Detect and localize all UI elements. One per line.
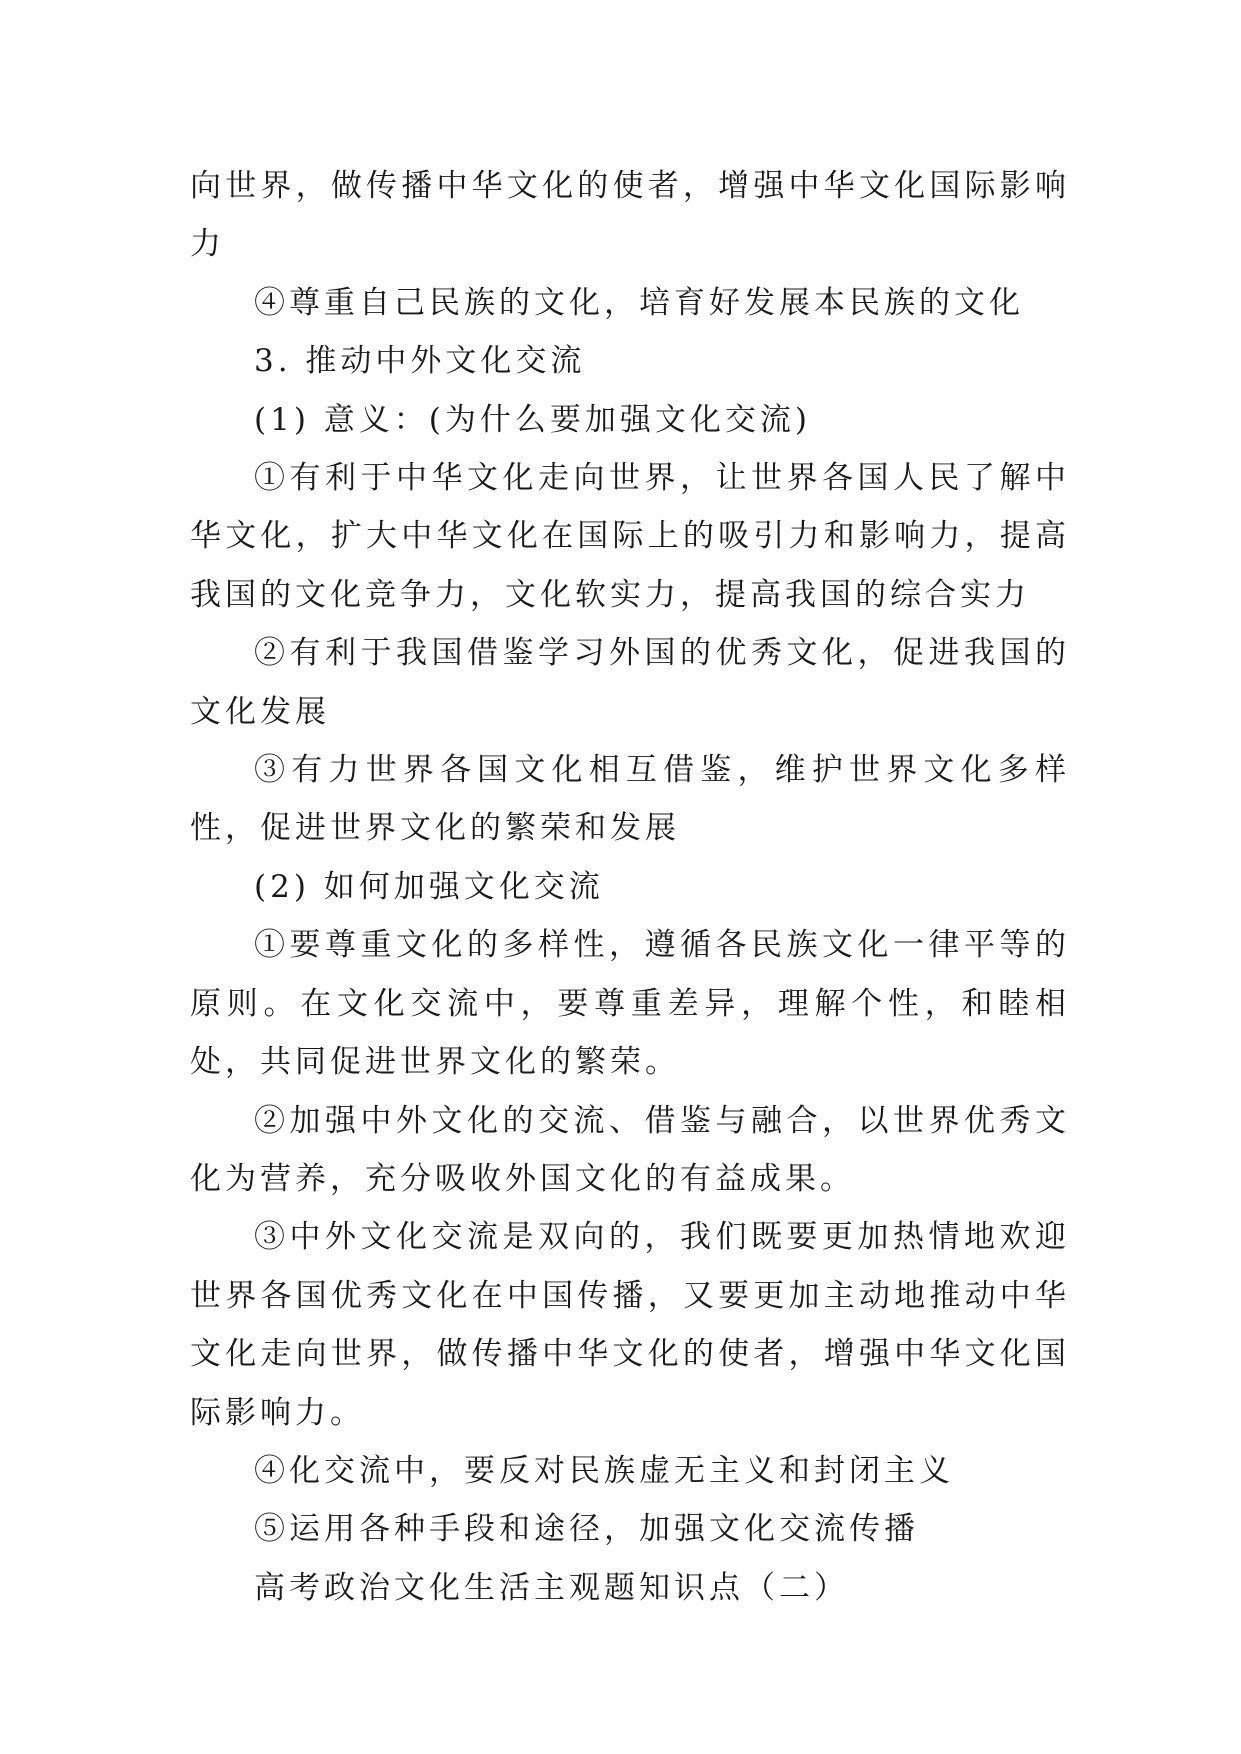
paragraph-significance-2: ②有利于我国借鉴学习外国的优秀文化，促进我国的文化发展 bbox=[190, 635, 1070, 730]
paragraph-method-4: ④化交流中，要反对民族虚无主义和封闭主义 bbox=[254, 1452, 954, 1489]
subheading-how-to-strengthen: (2) 如何加强文化交流 bbox=[254, 868, 604, 905]
paragraph-significance-3: ③有力世界各国文化相互借鉴，维护世界文化多样性，促进世界文化的繁荣和发展 bbox=[190, 752, 1070, 847]
document-body bbox=[190, 157, 1070, 1617]
section-heading-3: 3. 推动中外文化交流 bbox=[254, 343, 586, 380]
paragraph-continuation: 向世界，做传播中华文化的使者，增强中华文化国际影响力 bbox=[190, 168, 1070, 263]
paragraph-method-2: ②加强中外文化的交流、借鉴与融合，以世界优秀文化为营养，充分吸收外国文化的有益成果。 bbox=[190, 1102, 1070, 1197]
paragraph-method-1: ①要尊重文化的多样性，遵循各民族文化一律平等的原则。在文化交流中，要尊重差异，理解个性，和睦相处，共同促进世界文化的繁荣。 bbox=[190, 927, 1070, 1081]
paragraph-method-5: ⑤运用各种手段和途径，加强文化交流传播 bbox=[254, 1511, 919, 1548]
subheading-significance: (1) 意义：(为什么要加强文化交流) bbox=[254, 401, 811, 438]
paragraph-method-3: ③中外文化交流是双向的，我们既要更加热情地欢迎世界各国优秀文化在中国传播，又要更加主动地推动中华文化走向世界，做传播中华文化的使者，增强中华文化国际影响力。 bbox=[190, 1219, 1070, 1431]
next-section-title: 高考政治文化生活主观题知识点（二） bbox=[254, 1569, 849, 1606]
paragraph-item-4: ④尊重自己民族的文化，培育好发展本民族的文化 bbox=[254, 284, 1024, 321]
paragraph-significance-1: ①有利于中华文化走向世界，让世界各国人民了解中华文化，扩大中华文化在国际上的吸引力和影响力，提高我国的文化竞争力，文化软实力，提高我国的综合实力 bbox=[190, 460, 1070, 613]
